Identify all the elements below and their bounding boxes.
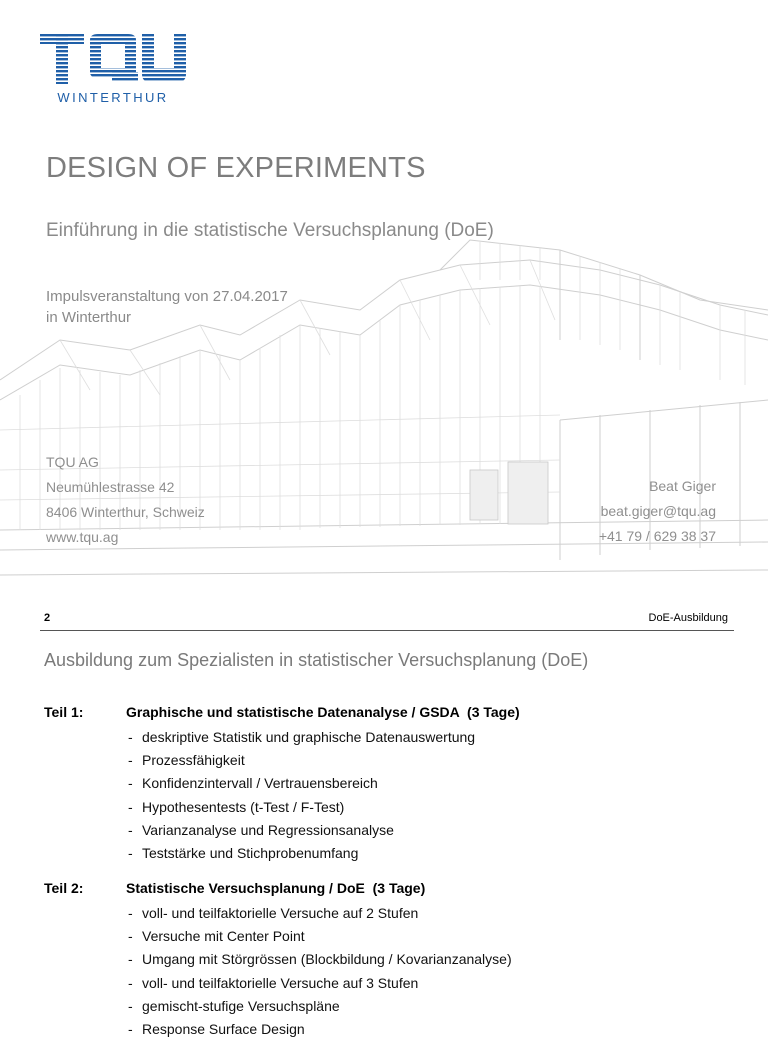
company-address (46, 450, 205, 550)
header-divider (40, 630, 734, 631)
company-city: 8406 Winterthur, Schweiz (46, 504, 205, 520)
part-topic-list (128, 902, 512, 1041)
contact-email-link[interactable]: beat.giger@tqu.ag (600, 503, 716, 519)
tqu-logo-letters (40, 34, 186, 86)
event-info (46, 286, 288, 328)
list-item: - gemischt-stufige Versuchspläne (128, 995, 512, 1018)
company-street: Neumühlestrasse 42 (46, 479, 175, 495)
content-slide (0, 590, 768, 1038)
presentation-subtitle: Einführung in die statistische Versuchsplanung (DoE) (46, 220, 494, 241)
list-item: - Varianzanalyse und Regressionsanalyse (128, 819, 475, 842)
page-number: 2 (44, 612, 51, 624)
page-header-label: DoE-Ausbildung (648, 612, 728, 624)
contact-info (599, 474, 716, 549)
presentation-title: DESIGN OF EXPERIMENTS (46, 152, 426, 184)
list-item: - voll- und teilfaktorielle Versuche auf 3 Stufen (128, 972, 512, 995)
contact-phone: +41 79 / 629 38 37 (598, 528, 716, 544)
part-title: Statistische Versuchsplanung / DoE (3 Tage) (126, 880, 426, 896)
tqu-logo (40, 34, 186, 104)
part-label: Teil 2: (44, 880, 84, 896)
part-topic-list (128, 726, 475, 865)
company-website-link[interactable]: www.tqu.ag (46, 529, 119, 545)
list-item: - Hypothesentests (t-Test / F-Test) (128, 796, 475, 819)
list-item: - Versuche mit Center Point (128, 925, 512, 948)
part-title: Graphische und statistische Datenanalyse / GSDA (3 Tage) (126, 704, 520, 720)
list-item: - Response Surface Design (128, 1018, 512, 1041)
list-item: - deskriptive Statistik und graphische Datenauswertung (128, 726, 475, 749)
event-location: in Winterthur (46, 309, 132, 326)
contact-name: Beat Giger (649, 478, 716, 494)
event-date: Impulsveranstaltung von 27.04.2017 (46, 288, 288, 305)
company-name: TQU AG (46, 454, 99, 470)
logo-city-text: WINTERTHUR (57, 90, 169, 105)
list-item: - Teststärke und Stichprobenumfang (128, 842, 475, 865)
list-item: - voll- und teilfaktorielle Versuche auf 2 Stufen (128, 902, 512, 925)
list-item: - Prozessfähigkeit (128, 749, 475, 772)
list-item: - Konfidenzintervall / Vertrauensbereich (128, 772, 475, 795)
slide-heading: Ausbildung zum Spezialisten in statistischer Versuchsplanung (DoE) (44, 650, 589, 670)
list-item: - Umgang mit Störgrössen (Blockbildung / Kovarianzanalyse) (128, 948, 512, 971)
part-label: Teil 1: (44, 704, 84, 720)
